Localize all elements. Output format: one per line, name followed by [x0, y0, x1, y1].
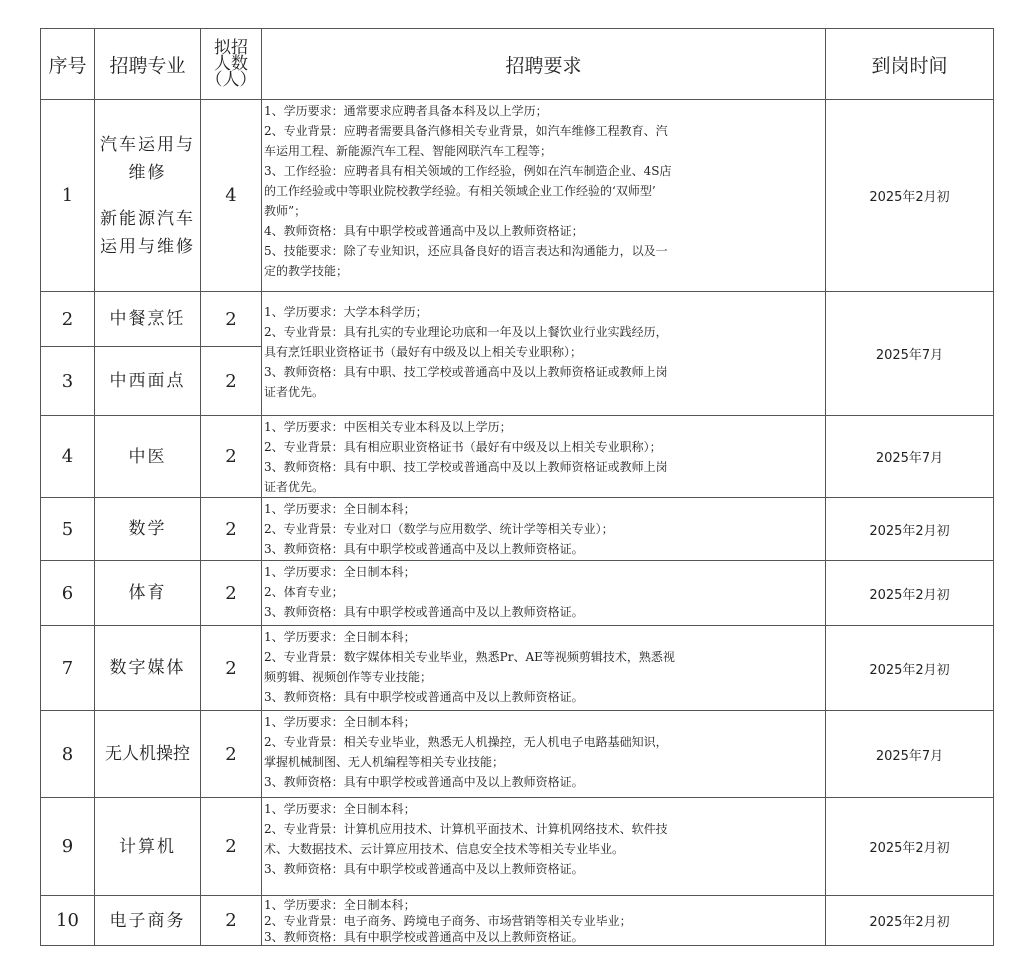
requirement-line: 术、大数据技术、云计算应用技术、信息安全技术等相关专业毕业。	[264, 842, 625, 856]
row-count: 2	[201, 626, 262, 711]
major-line: 维修	[128, 162, 167, 183]
table-row	[41, 896, 994, 946]
row-arrival: 2025年2月初	[826, 798, 994, 896]
row-count: 2	[201, 798, 262, 896]
requirement-line: 的工作经验或中等职业院校教学经验。有相关领域企业工作经验的‘双师型’	[264, 184, 656, 198]
requirement-line: 1、学历要求：中医相关专业本科及以上学历；	[264, 420, 512, 434]
header-count-line: 拟招	[214, 38, 248, 58]
row-major: 中西面点	[95, 347, 201, 416]
header-count	[201, 29, 262, 100]
row-arrival: 2025年7月	[826, 416, 994, 498]
row-requirements	[262, 626, 826, 711]
requirement-line: 1、学历要求：全日制本科；	[264, 630, 416, 644]
row-requirements	[262, 896, 826, 946]
requirement-line: 2、专业背景：数字媒体相关专业毕业，熟悉Pr、AE等视频剪辑技术，熟悉视	[264, 650, 675, 664]
row-seq: 1	[41, 100, 95, 292]
row-arrival: 2025年2月初	[826, 498, 994, 561]
requirement-line: 3、教师资格：具有中职学校或普通高中及以上教师资格证。	[264, 862, 584, 876]
requirement-line: 定的教学技能；	[264, 264, 349, 278]
table-row	[41, 711, 994, 798]
row-major: 数学	[95, 498, 201, 561]
requirement-line: 2、专业背景：计算机应用技术、计算机平面技术、计算机网络技术、软件技	[264, 822, 668, 836]
row-major: 无人机操控	[95, 711, 201, 798]
requirement-line: 2、专业背景：电子商务、跨境电子商务、市场营销等相关专业毕业；	[264, 914, 632, 928]
table-row	[41, 798, 994, 896]
row-requirements	[262, 292, 826, 416]
row-count: 2	[201, 896, 262, 946]
requirement-line: 教师”；	[264, 204, 307, 218]
requirement-line: 4、教师资格：具有中职学校或普通高中及以上教师资格证；	[264, 224, 584, 238]
row-major: 中医	[95, 416, 201, 498]
header-seq: 序号	[41, 29, 95, 100]
row-arrival: 2025年7月	[826, 711, 994, 798]
row-seq: 5	[41, 498, 95, 561]
requirement-line: 2、体育专业；	[264, 585, 344, 599]
requirement-line: 证者优先。	[264, 385, 325, 399]
table-row	[41, 498, 994, 561]
requirement-line: 具有烹饪职业资格证书（最好有中级及以上相关专业职称）；	[264, 345, 583, 359]
requirement-line: 3、教师资格：具有中职学校或普通高中及以上教师资格证。	[264, 605, 584, 619]
row-arrival: 2025年2月初	[826, 100, 994, 292]
row-seq: 8	[41, 711, 95, 798]
requirement-line: 1、学历要求：通常要求应聘者具备本科及以上学历；	[264, 104, 548, 118]
requirement-line: 3、教师资格：具有中职学校或普通高中及以上教师资格证。	[264, 775, 584, 789]
requirement-line: 3、教师资格：具有中职学校或普通高中及以上教师资格证。	[264, 930, 584, 944]
requirement-line: 2、专业背景：专业对口（数学与应用数学、统计学等相关专业）；	[264, 522, 614, 536]
row-count: 4	[201, 100, 262, 292]
major-spacer	[95, 187, 200, 205]
row-major: 中餐烹饪	[95, 292, 201, 347]
row-major	[95, 100, 201, 292]
recruitment-table	[40, 28, 994, 946]
table-row	[41, 100, 994, 292]
requirement-line: 2、专业背景：具有相应职业资格证书（最好有中级及以上相关专业职称）；	[264, 440, 662, 454]
row-seq: 3	[41, 347, 95, 416]
requirement-line: 5、技能要求：除了专业知识，还应具备良好的语言表达和沟通能力，以及一	[264, 244, 668, 258]
requirement-line: 2、专业背景：相关专业毕业，熟悉无人机操控，无人机电子电路基础知识，	[264, 735, 668, 749]
requirement-line: 车运用工程、新能源汽车工程、智能网联汽车工程等；	[264, 144, 553, 158]
table-row	[41, 561, 994, 626]
row-seq: 2	[41, 292, 95, 347]
requirement-line: 1、学历要求：全日制本科；	[264, 502, 416, 516]
row-major: 体育	[95, 561, 201, 626]
row-count: 2	[201, 498, 262, 561]
requirement-line: 3、教师资格：具有中职、技工学校或普通高中及以上教师资格证或教师上岗	[264, 365, 668, 379]
row-seq: 7	[41, 626, 95, 711]
row-seq: 9	[41, 798, 95, 896]
requirement-line: 证者优先。	[264, 480, 325, 494]
major-line: 运用与维修	[100, 236, 195, 257]
requirement-line: 掌握机械制图、无人机编程等相关专业技能；	[264, 755, 505, 769]
header-count-line: （人）	[205, 70, 257, 90]
row-count: 2	[201, 292, 262, 347]
major-line: 新能源汽车	[100, 208, 195, 229]
row-seq: 4	[41, 416, 95, 498]
requirement-line: 频剪辑、视频创作等专业技能；	[264, 670, 433, 684]
row-count: 2	[201, 347, 262, 416]
row-count: 2	[201, 711, 262, 798]
row-seq: 6	[41, 561, 95, 626]
table-row	[41, 292, 994, 347]
requirement-line: 1、学历要求：大学本科学历；	[264, 305, 428, 319]
row-count: 2	[201, 416, 262, 498]
row-arrival: 2025年2月初	[826, 561, 994, 626]
row-major: 数字媒体	[95, 626, 201, 711]
row-requirements	[262, 798, 826, 896]
requirement-line: 3、工作经验：应聘者具有相关领域的工作经验，例如在汽车制造企业、4S店	[264, 164, 672, 178]
row-major: 电子商务	[95, 896, 201, 946]
requirement-line: 2、专业背景：具有扎实的专业理论功底和一年及以上餐饮业行业实践经历，	[264, 325, 668, 339]
header-requirements: 招聘要求	[262, 29, 826, 100]
row-major: 计算机	[95, 798, 201, 896]
requirement-line: 1、学历要求：全日制本科；	[264, 898, 416, 912]
major-line: 汽车运用与	[100, 134, 195, 155]
header-row	[41, 29, 994, 100]
requirement-line: 1、学历要求：全日制本科；	[264, 802, 416, 816]
table-row	[41, 626, 994, 711]
requirement-line: 3、教师资格：具有中职学校或普通高中及以上教师资格证。	[264, 690, 584, 704]
header-arrival: 到岗时间	[826, 29, 994, 100]
row-seq: 10	[41, 896, 95, 946]
requirement-line: 3、教师资格：具有中职学校或普通高中及以上教师资格证。	[264, 542, 584, 556]
header-count-line: 人数	[214, 54, 248, 74]
requirement-line: 2、专业背景：应聘者需要具备汽修相关专业背景，如汽车维修工程教育、汽	[264, 124, 668, 138]
row-requirements	[262, 561, 826, 626]
row-requirements	[262, 711, 826, 798]
requirement-line: 3、教师资格：具有中职、技工学校或普通高中及以上教师资格证或教师上岗	[264, 460, 668, 474]
row-arrival: 2025年2月初	[826, 896, 994, 946]
row-requirements	[262, 100, 826, 292]
row-requirements	[262, 498, 826, 561]
header-major: 招聘专业	[95, 29, 201, 100]
row-requirements	[262, 416, 826, 498]
row-count: 2	[201, 561, 262, 626]
row-arrival: 2025年7月	[826, 292, 994, 416]
requirement-line: 1、学历要求：全日制本科；	[264, 565, 416, 579]
row-arrival: 2025年2月初	[826, 626, 994, 711]
table-row	[41, 416, 994, 498]
requirement-line: 1、学历要求：全日制本科；	[264, 715, 416, 729]
